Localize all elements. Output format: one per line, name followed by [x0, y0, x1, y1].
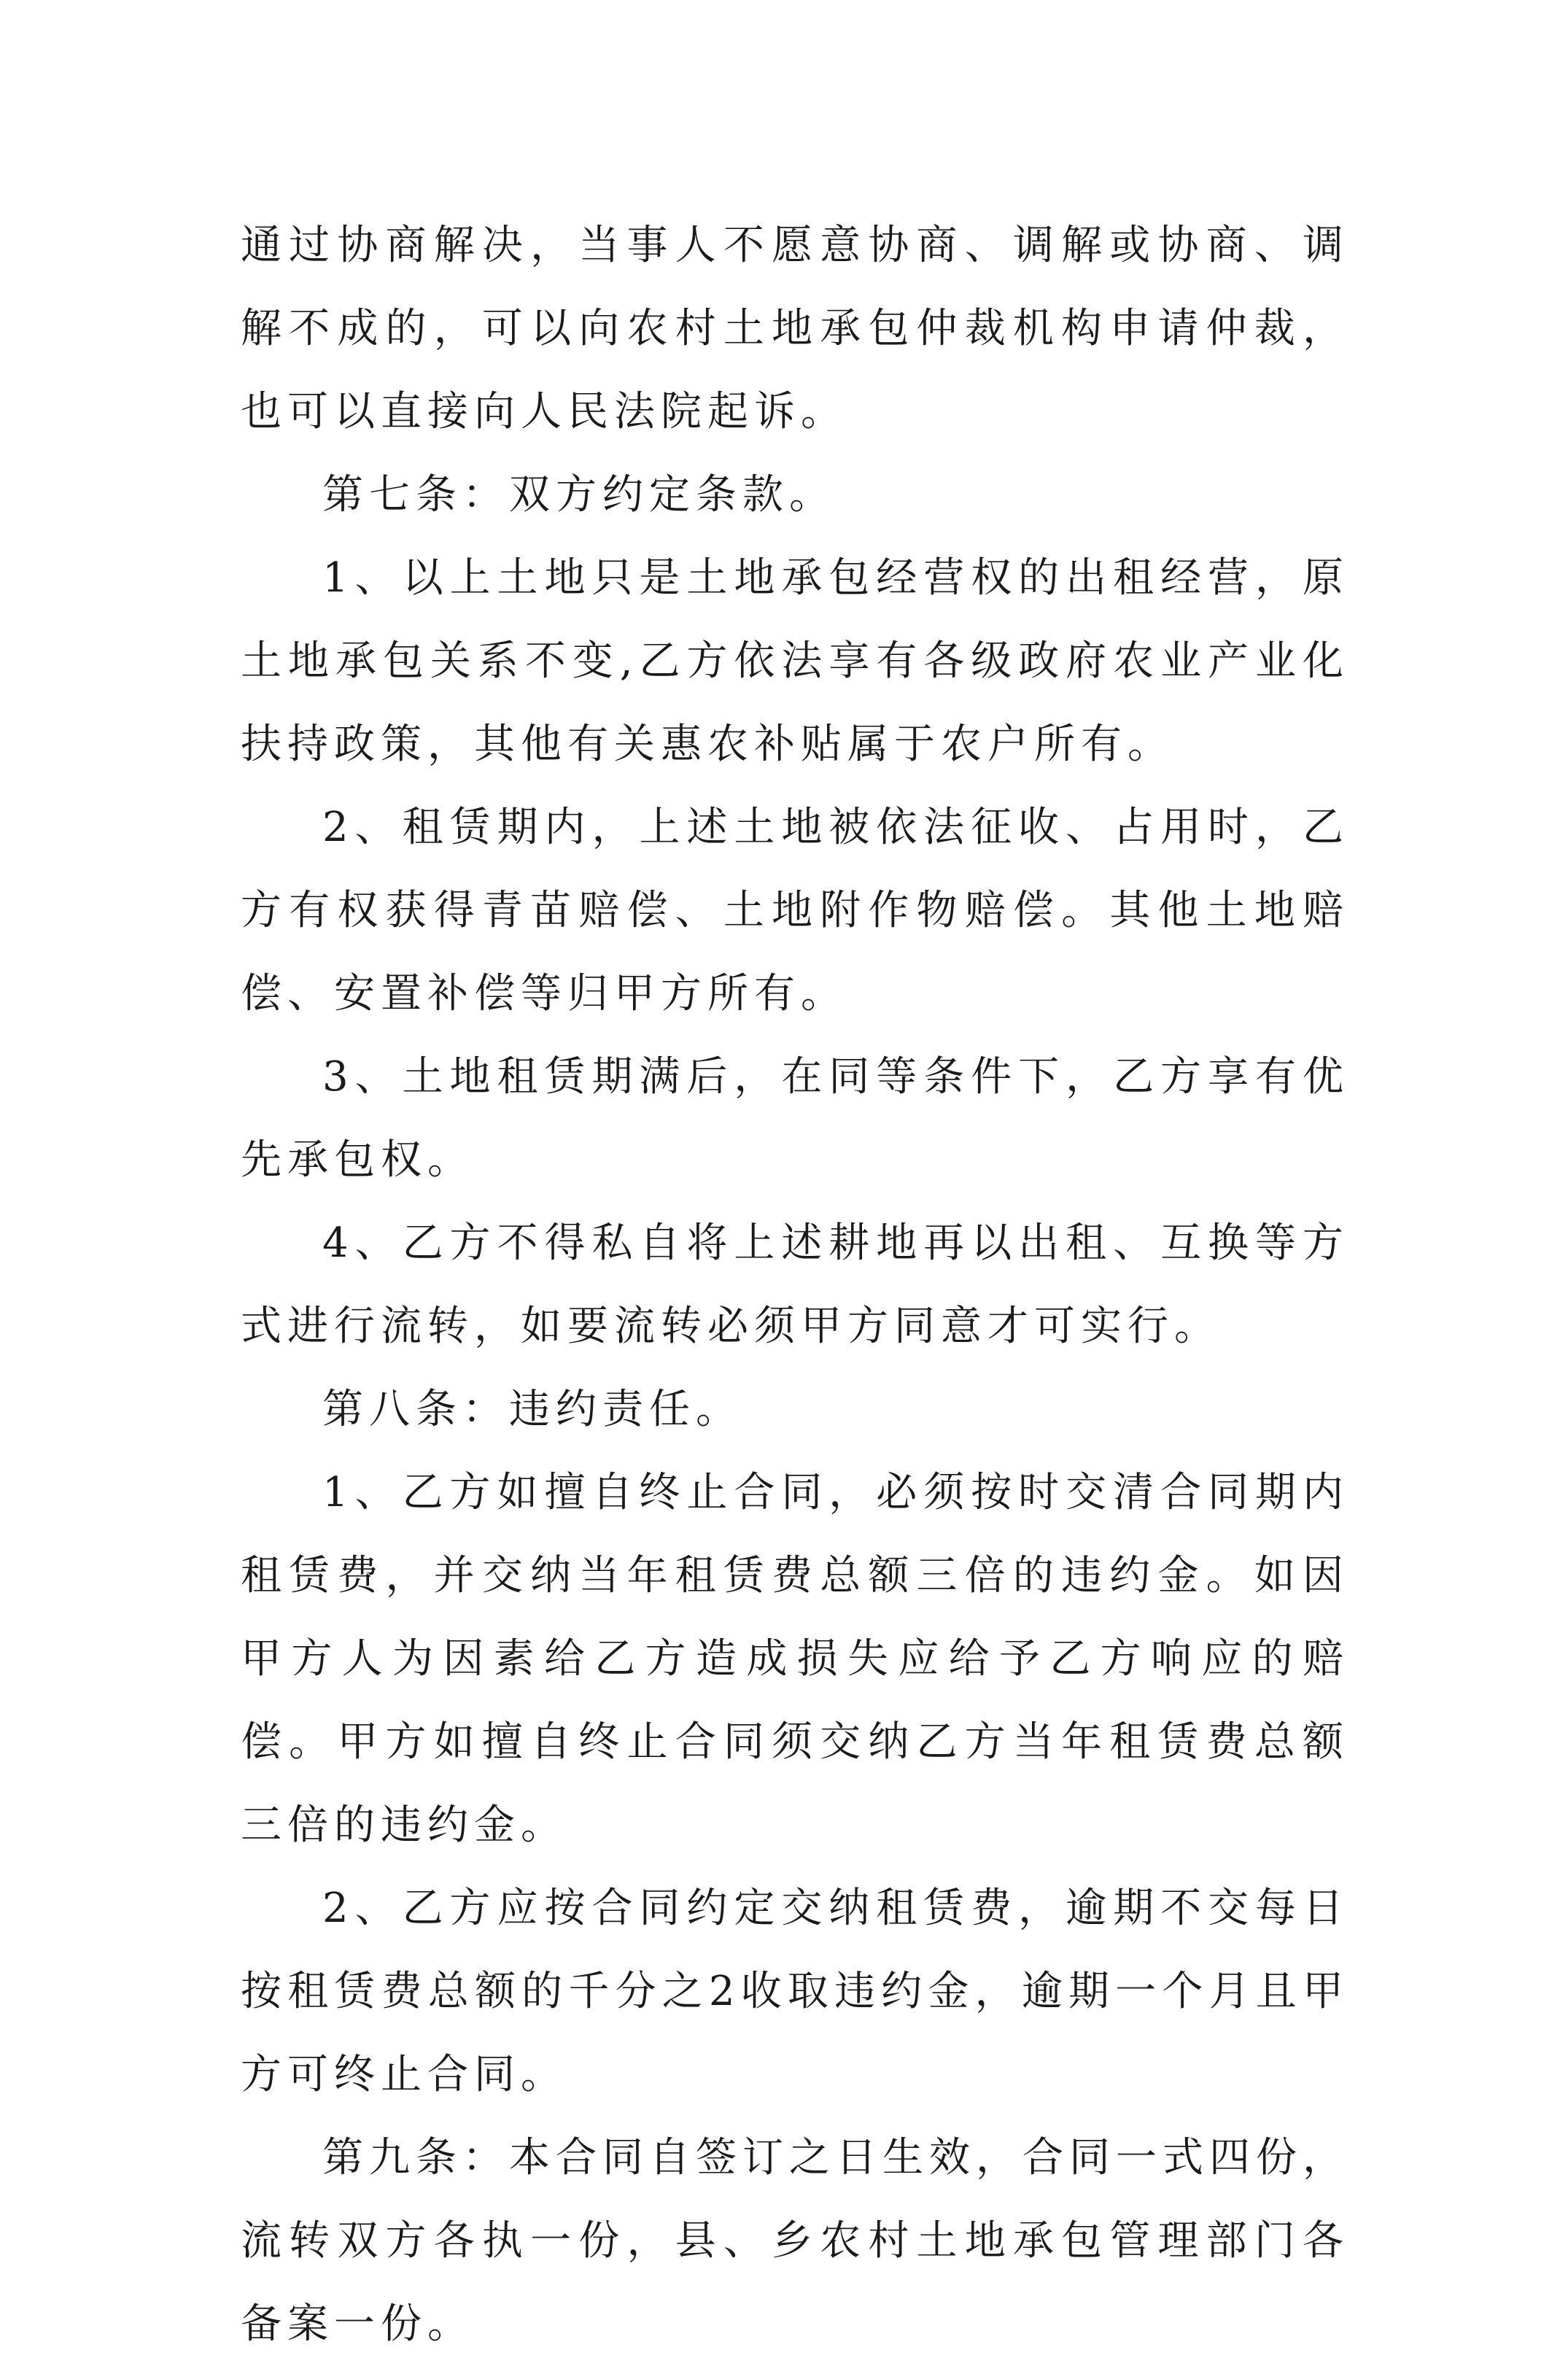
- paragraph-article-8-heading: 第八条：违约责任。: [322, 1386, 742, 1433]
- paragraph-article-7-item-3: 3、土地租赁期满后，在同等条件下，乙方享有优先承包权。: [241, 1053, 1349, 1184]
- paragraph-article-7-heading: 第七条：双方约定条款。: [322, 471, 836, 519]
- document-body: [241, 204, 1349, 2366]
- paragraph-article-9: 第九条：本合同自签订之日生效，合同一式四份，流转双方各执一份，县、乡农村土地承包管理部门各备案一份。: [241, 2134, 1349, 2348]
- paragraph-dispute-resolution-continued: 通过协商解决，当事人不愿意协商、调解或协商、调解不成的，可以向农村土地承包仲裁机构申请仲裁，也可以直接向人民法院起诉。: [241, 222, 1349, 435]
- paragraph-article-7-item-1: 1、以上土地只是土地承包经营权的出租经营，原土地承包关系不变,乙方依法享有各级政府农业产业化扶持政策，其他有关惠农补贴属于农户所有。: [241, 554, 1349, 768]
- paragraph-article-8-item-1: 1、乙方如擅自终止合同，必须按时交清合同期内租赁费，并交纳当年租赁费总额三倍的违约金。如因甲方人为因素给乙方造成损失应给予乙方响应的赔偿。甲方如擅自终止合同须交纳乙方当年租赁费总额三倍的违约金。: [241, 1469, 1349, 1849]
- paragraph-article-7-item-4: 4、乙方不得私自将上述耕地再以出租、互换等方式进行流转，如要流转必须甲方同意才可实行。: [241, 1219, 1349, 1350]
- paragraph-article-7-item-2: 2、租赁期内，上述土地被依法征收、占用时，乙方有权获得青苗赔偿、土地附作物赔偿。其他土地赔偿、安置补偿等归甲方所有。: [241, 804, 1349, 1017]
- paragraph-article-8-item-2: 2、乙方应按合同约定交纳租赁费，逾期不交每日按租赁费总额的千分之2收取违约金，逾期一个月且甲方可终止合同。: [241, 1885, 1349, 2098]
